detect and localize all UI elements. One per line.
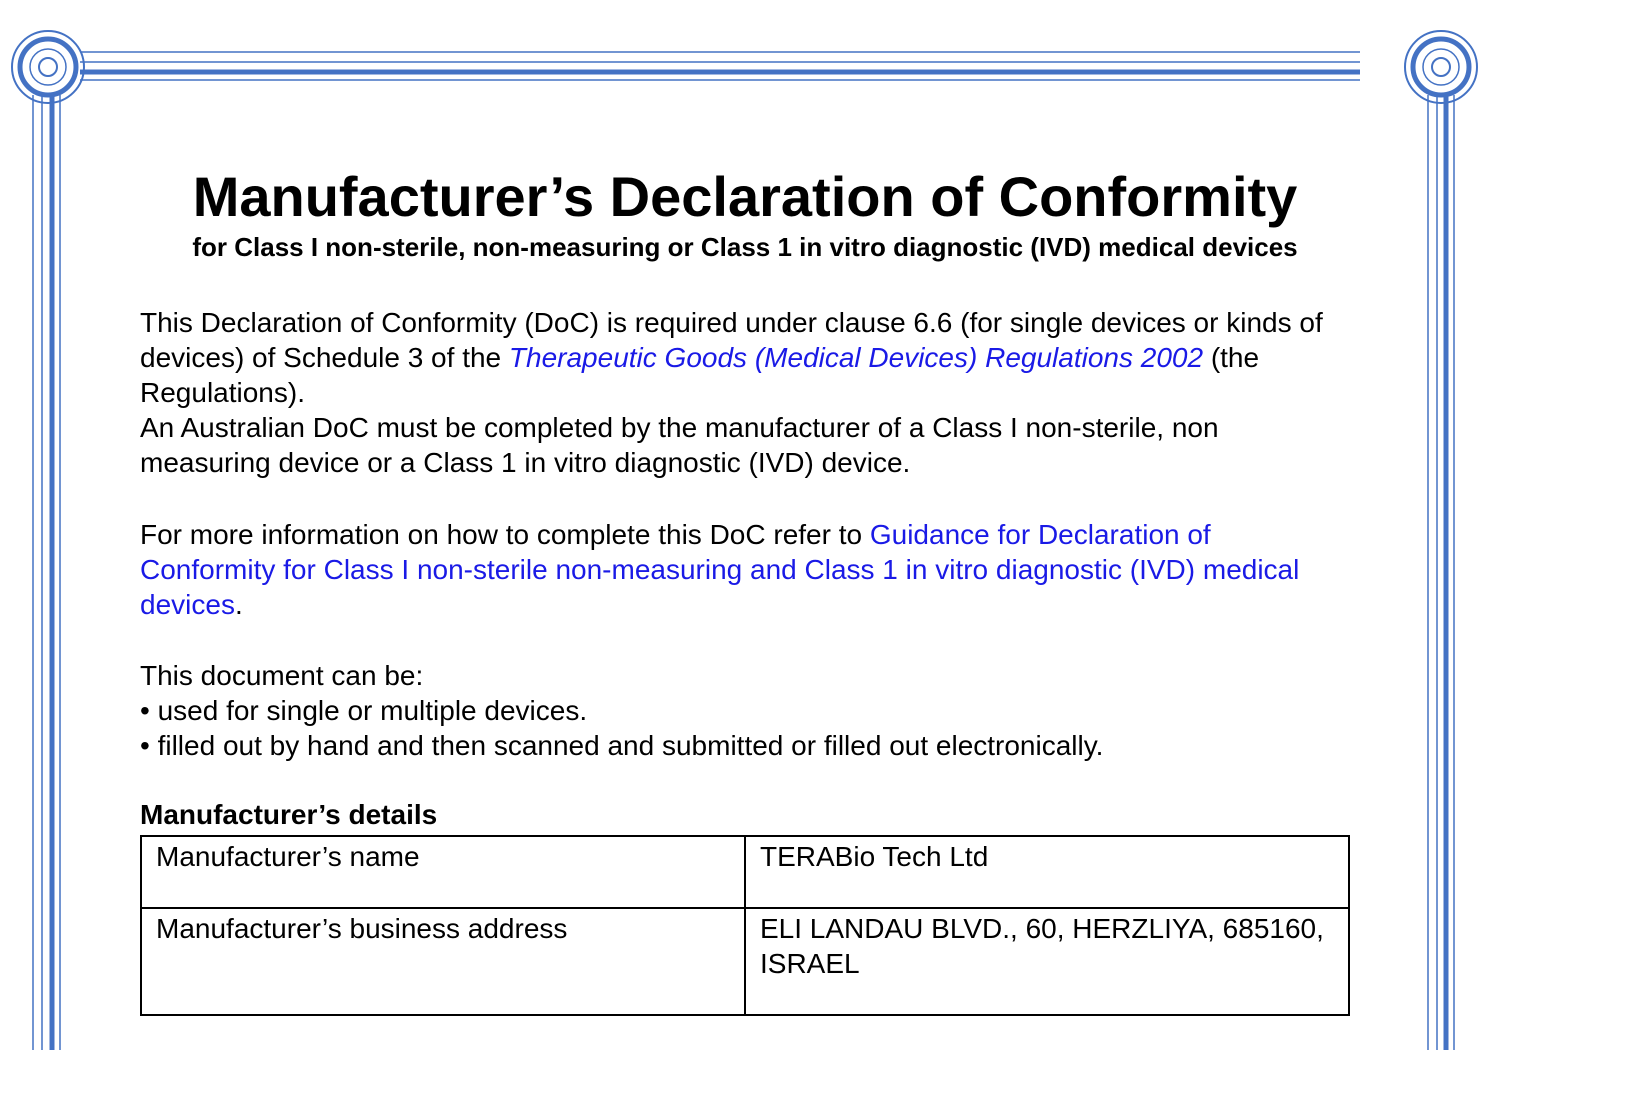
manufacturer-address-value[interactable]: ELI LANDAU BLVD., 60, HERZLIYA, 685160, ISRAEL: [745, 908, 1349, 1015]
australian-doc-text: An Australian DoC must be completed by the manufacturer of a Class I non-sterile, non measuring device or a Class 1 in vitro diagnostic (IVD) device.: [140, 412, 1219, 478]
intro-paragraph: [140, 305, 1340, 480]
document-subtitle: for Class I non-sterile, non-measuring or Class 1 in vitro diagnostic (IVD) medical devices: [192, 232, 1298, 262]
usage-bullet: • filled out by hand and then scanned and submitted or filled out electronically.: [140, 730, 1104, 761]
guidance-text-end: .: [234, 589, 243, 620]
usage-intro: This document can be:: [140, 660, 424, 691]
manufacturer-details-table: [140, 835, 1350, 1016]
regulations-link[interactable]: Therapeutic Goods (Medical Devices) Regulations 2002: [508, 342, 1204, 373]
manufacturer-name-value[interactable]: TERABio Tech Ltd: [745, 836, 1349, 908]
intro-text: This Declaration of Conformity (DoC) is required under clause 6.6 (for single devices or kinds of devices) of Schedule 3 of the: [140, 307, 1323, 373]
document-title: Manufacturer’s Declaration of Conformity: [192, 165, 1298, 228]
table-row: [141, 908, 1349, 1015]
guidance-paragraph: [140, 517, 1340, 622]
guidance-text: For more information on how to complete this DoC refer to: [140, 519, 870, 550]
manufacturer-name-label: Manufacturer’s name: [141, 836, 745, 908]
intro-text-end: (the Regulations).: [140, 342, 1260, 408]
table-row: [141, 836, 1349, 908]
usage-bullet: • used for single or multiple devices.: [140, 695, 588, 726]
guidance-link[interactable]: Guidance for Declaration of Conformity for Class I non-sterile non-measuring and Class 1 in vitro diagnostic (IVD) medical devices: [140, 519, 1300, 620]
manufacturer-details-heading: Manufacturer’s details: [140, 799, 438, 830]
manufacturer-address-label: Manufacturer’s business address: [141, 908, 745, 1015]
usage-paragraph: [140, 658, 1340, 763]
